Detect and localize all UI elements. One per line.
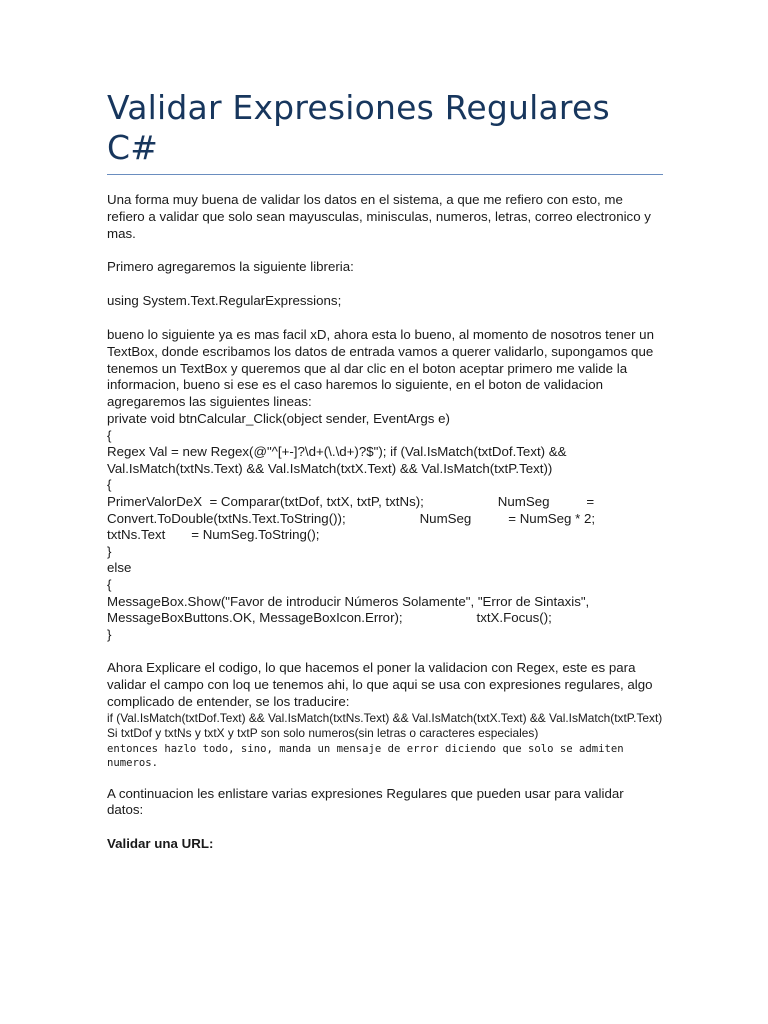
code-line: } bbox=[107, 626, 112, 642]
list-intro-paragraph: A continuacion les enlistare varias expresiones Regulares que pueden usar para validar datos: bbox=[107, 785, 624, 818]
condition-line: if (Val.IsMatch(txtDof.Text) && Val.IsMatch(txtNs.Text) && Val.IsMatch(txtX.Text) && Val.IsMatch(txtP.Text) bbox=[107, 710, 663, 725]
code-line: txtNs.Text = NumSeg.ToString(); bbox=[107, 527, 320, 543]
document-body bbox=[107, 88, 663, 853]
code-line: else bbox=[107, 560, 132, 576]
code-explanation-paragraph: Ahora Explicare el codigo, lo que hacemos el poner la validacion con Regex, este es para validar el campo con loq ue tenemos ahi, lo que aqui se usa con expresiones regulares, algo complicado de entender, se los traducire: bbox=[107, 660, 653, 709]
code-block bbox=[107, 411, 663, 643]
intro-paragraph: Una forma muy buena de validar los datos en el sistema, a que me refiero con esto, me refiero a validar que solo sean mayusculas, minisculas, numeros, letras, correo electronico y mas. bbox=[107, 192, 651, 241]
code-line: MessageBox.Show("Favor de introducir Números Solamente", "Error de Sintaxis", bbox=[107, 593, 590, 609]
code-line: { bbox=[107, 477, 112, 493]
code-line: { bbox=[107, 427, 112, 443]
code-line: Convert.ToDouble(txtNs.Text.ToString()); NumSeg = NumSeg * 2; bbox=[107, 510, 596, 526]
code-line: private void btnCalcular_Click(object sender, EventArgs e) bbox=[107, 410, 450, 426]
page-title: Validar Expresiones Regulares C# bbox=[107, 88, 610, 167]
explanation-paragraph: bueno lo siguiente ya es mas facil xD, ahora esta lo bueno, al momento de nosotros tener un TextBox, donde escribamos los datos de entrada vamos a querer validarlo, supongamos que tenemos un TextBox y queremos que al dar clic en el boton aceptar primero me valide la informacion, bueno si ese es el caso haremos lo siguiente, en el boton de validacion agregaremos las siguientes lineas: bbox=[107, 326, 654, 410]
code-line: { bbox=[107, 576, 112, 592]
code-line: Regex Val = new Regex(@"^[+-]?\d+(\.\d+)?$"); if (Val.IsMatch(txtDof.Text) && bbox=[107, 444, 567, 460]
title-divider bbox=[107, 174, 663, 175]
using-statement: using System.Text.RegularExpressions; bbox=[107, 293, 342, 309]
code-line: } bbox=[107, 543, 112, 559]
translation-line: Si txtDof y txtNs y txtX y txtP son solo numeros(sin letras o caracteres especiales) bbox=[107, 726, 539, 741]
code-line: Val.IsMatch(txtNs.Text) && Val.IsMatch(txtX.Text) && Val.IsMatch(txtP.Text)) bbox=[107, 460, 553, 476]
code-line: MessageBoxButtons.OK, MessageBoxIcon.Error); txtX.Focus(); bbox=[107, 610, 552, 626]
code-line: PrimerValorDeX = Comparar(txtDof, txtX, txtP, txtNs); NumSeg = bbox=[107, 493, 595, 509]
else-explanation-line: entonces hazlo todo, sino, manda un mensaje de error diciendo que solo se admiten numeros. bbox=[107, 742, 624, 769]
library-paragraph: Primero agregaremos la siguiente libreria: bbox=[107, 259, 354, 275]
url-heading: Validar una URL: bbox=[107, 836, 214, 852]
